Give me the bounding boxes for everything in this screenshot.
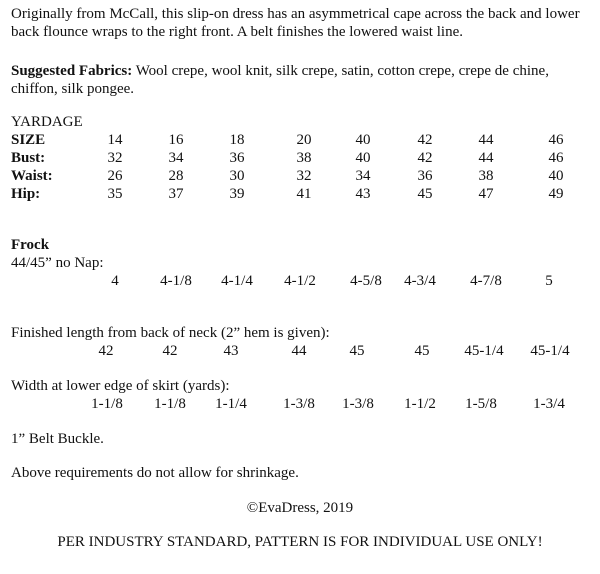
frock-subtitle: 44/45” no Nap: — [11, 255, 104, 271]
frock-title: Frock — [11, 237, 50, 253]
table-cell: 18 — [229, 132, 245, 148]
belt-buckle-note: 1” Belt Buckle. — [11, 431, 104, 447]
finished-length-value: 42 — [162, 343, 178, 359]
table-cell: 38 — [296, 150, 312, 166]
finished-length-value: 45 — [349, 343, 365, 359]
frock-value: 4-3/4 — [404, 273, 436, 289]
table-cell: 42 — [417, 132, 433, 148]
fabrics-label: Suggested Fabrics: — [11, 63, 133, 79]
table-cell: 32 — [296, 168, 312, 184]
width-value: 1-1/8 — [154, 396, 186, 412]
frock-value: 4 — [111, 273, 119, 289]
table-cell: 35 — [107, 186, 123, 202]
table-cell: 43 — [355, 186, 371, 202]
frock-value: 4-5/8 — [350, 273, 382, 289]
width-value: 1-1/2 — [404, 396, 436, 412]
width-lower-edge-label: Width at lower edge of skirt (yards): — [11, 378, 230, 394]
width-value: 1-3/8 — [342, 396, 374, 412]
table-cell: 14 — [107, 132, 123, 148]
table-cell: 44 — [478, 132, 494, 148]
table-cell: 32 — [107, 150, 123, 166]
finished-length-value: 45-1/4 — [530, 343, 570, 359]
copyright: ©EvaDress, 2019 — [246, 500, 354, 516]
frock-value: 5 — [545, 273, 553, 289]
width-value: 1-3/8 — [283, 396, 315, 412]
intro-paragraph: Originally from McCall, this slip-on dress has an asymmetrical cape across the back and lower back flounce wraps to the right front. A belt finishes the lowered waist line. — [11, 6, 580, 40]
table-cell: 46 — [548, 132, 564, 148]
frock-value: 4-1/2 — [284, 273, 316, 289]
table-cell: 36 — [229, 150, 245, 166]
row-label-waist: Waist: — [11, 168, 53, 184]
table-cell: 30 — [229, 168, 245, 184]
table-cell: 28 — [168, 168, 184, 184]
frock-value: 4-7/8 — [470, 273, 502, 289]
width-value: 1-3/4 — [533, 396, 565, 412]
disclaimer: PER INDUSTRY STANDARD, PATTERN IS FOR INDIVIDUAL USE ONLY! — [57, 534, 543, 550]
table-cell: 44 — [478, 150, 494, 166]
table-cell: 39 — [229, 186, 245, 202]
table-cell: 42 — [417, 150, 433, 166]
table-cell: 36 — [417, 168, 433, 184]
table-cell: 38 — [478, 168, 494, 184]
table-cell: 20 — [296, 132, 312, 148]
table-cell: 34 — [168, 150, 184, 166]
table-cell: 46 — [548, 150, 564, 166]
frock-value: 4-1/4 — [221, 273, 253, 289]
table-cell: 40 — [355, 132, 371, 148]
frock-value: 4-1/8 — [160, 273, 192, 289]
finished-length-value: 45-1/4 — [464, 343, 504, 359]
suggested-fabrics — [11, 62, 596, 98]
finished-length-label: Finished length from back of neck (2” hem is given): — [11, 325, 330, 341]
width-value: 1-1/8 — [91, 396, 123, 412]
table-cell: 26 — [107, 168, 123, 184]
finished-length-value: 44 — [291, 343, 307, 359]
row-label-size: SIZE — [11, 132, 46, 148]
shrinkage-note: Above requirements do not allow for shrinkage. — [11, 465, 299, 481]
table-cell: 40 — [548, 168, 564, 184]
finished-length-value: 43 — [223, 343, 239, 359]
table-cell: 16 — [168, 132, 184, 148]
table-cell: 49 — [548, 186, 564, 202]
finished-length-value: 42 — [98, 343, 114, 359]
width-value: 1-1/4 — [215, 396, 247, 412]
table-cell: 34 — [355, 168, 371, 184]
table-cell: 47 — [478, 186, 494, 202]
table-cell: 37 — [168, 186, 184, 202]
width-value: 1-5/8 — [465, 396, 497, 412]
fabrics-text: Wool crepe, wool knit, silk crepe, satin, cotton crepe, crepe de chine, chiffon, silk pongee. — [11, 63, 549, 97]
table-cell: 45 — [417, 186, 433, 202]
table-cell: 40 — [355, 150, 371, 166]
table-cell: 41 — [296, 186, 312, 202]
yardage-title: YARDAGE — [11, 114, 83, 130]
row-label-hip: Hip: — [11, 186, 41, 202]
row-label-bust: Bust: — [11, 150, 46, 166]
finished-length-value: 45 — [414, 343, 430, 359]
